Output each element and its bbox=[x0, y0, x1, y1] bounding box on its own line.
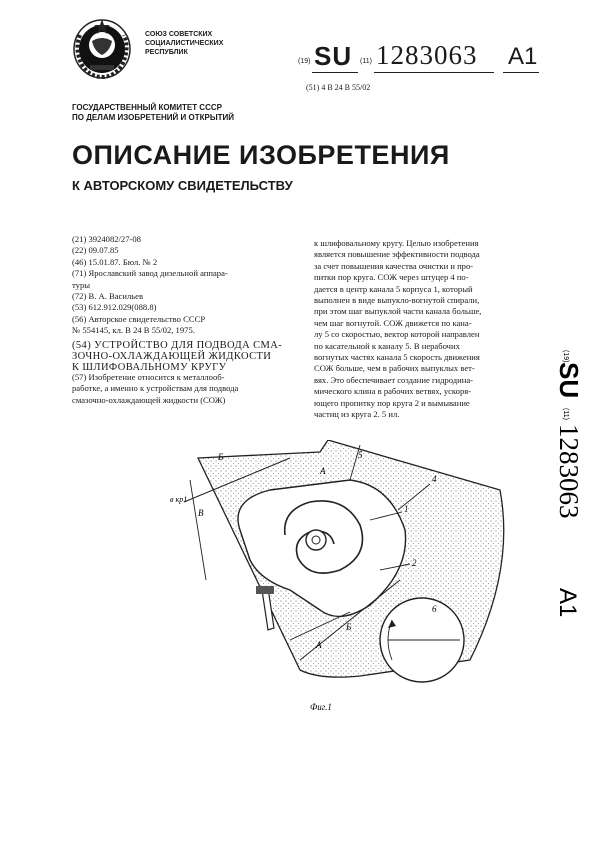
vertical-code-19: (19) bbox=[562, 350, 569, 363]
biblio-line: (21) 3924082/27-08 bbox=[72, 234, 141, 244]
abstract-left-column bbox=[72, 372, 310, 406]
country-code: SU bbox=[314, 41, 353, 71]
label-4: 4 bbox=[432, 474, 437, 484]
invention-title-line: (54) УСТРОЙСТВО ДЛЯ ПОДВОДА СМА- bbox=[72, 340, 283, 351]
ipc-class: (51) 4 В 24 В 55/02 bbox=[306, 83, 371, 92]
invention-title-line: К ШЛИФОВАЛЬНОМУ КРУГУ bbox=[72, 362, 227, 373]
label-6: 6 bbox=[432, 604, 437, 614]
union-line: СОЮЗ СОВЕТСКИХ bbox=[145, 31, 213, 38]
abstract-line: вях. Это обеспечивает создание гидродина- bbox=[314, 374, 474, 385]
biblio-line: (22) 09.07.85 bbox=[72, 245, 119, 256]
abstract-line: работке, а именно к устройствам для подвода bbox=[72, 383, 239, 394]
abstract-line: ющего пропитку пор круга 2 и вымывание bbox=[314, 397, 470, 408]
abstract-line: вогнутых частях канала 5 скорость движения bbox=[314, 352, 480, 363]
code-11: (11) bbox=[360, 58, 372, 65]
committee-name bbox=[72, 103, 234, 123]
invention-title-line: ЗОЧНО-ОХЛАЖДАЮЩЕЙ ЖИДКОСТИ bbox=[72, 351, 272, 362]
invention-title bbox=[72, 340, 304, 373]
label-b-top: Б bbox=[218, 452, 224, 462]
biblio-line: № 554145, кл. В 24 В 55/02, 1975. bbox=[72, 325, 195, 336]
union-line: РЕСПУБЛИК bbox=[145, 49, 188, 56]
abstract-line: (57) Изобретение относится к металлооб- bbox=[72, 372, 225, 382]
biblio-line: (71) Ярославский завод дизельной аппара- bbox=[72, 268, 228, 279]
label-v-kr: в кр1 bbox=[170, 495, 188, 504]
label-2: 2 bbox=[412, 558, 417, 568]
code-19: (19) bbox=[298, 58, 311, 65]
vertical-kind-code: A1 bbox=[554, 588, 581, 618]
biblio-line: (46) 15.01.87. Бюл. № 2 bbox=[72, 256, 158, 267]
abstract-line: СОЖ больше, чем в рабочих выпуклых вет- bbox=[314, 363, 475, 374]
biblio-line: туры bbox=[72, 279, 91, 290]
figure-caption: Фиг.1 bbox=[310, 702, 332, 712]
label-1: 1 bbox=[404, 504, 409, 514]
underline-su bbox=[312, 72, 358, 73]
abstract-line: смазочно-охлаждающей жидкости (СОЖ) bbox=[72, 394, 226, 405]
union-name bbox=[145, 30, 223, 57]
bibliographic-data bbox=[72, 234, 304, 337]
abstract-line: является повышение эффективности подвода bbox=[314, 249, 480, 260]
biblio-line: (56) Авторское свидетельство СССР bbox=[72, 313, 206, 324]
abstract-line: выполнен в виде выпукло-вогнутой спирали, bbox=[314, 295, 480, 306]
patent-number: 1283063 bbox=[376, 40, 478, 70]
label-5: 5 bbox=[358, 450, 363, 460]
ussr-emblem bbox=[70, 15, 134, 81]
document-subtitle: К АВТОРСКОМУ СВИДЕТЕЛЬСТВУ bbox=[72, 178, 293, 193]
underline-kind bbox=[503, 72, 539, 73]
figure-1 bbox=[170, 440, 530, 730]
label-a-bottom: А bbox=[316, 640, 322, 650]
fitting-4 bbox=[306, 530, 326, 550]
committee-line: ГОСУДАРСТВЕННЫЙ КОМИТЕТ СССР bbox=[72, 103, 222, 112]
abstract-line: мического клина в рабочих ветвях, ускоря- bbox=[314, 386, 472, 397]
inlet-flange bbox=[256, 586, 274, 594]
document-title: ОПИСАНИЕ ИЗОБРЕТЕНИЯ bbox=[72, 140, 450, 170]
abstract-right-column bbox=[314, 238, 542, 421]
abstract-line: частиц из круга 2. 5 ил. bbox=[314, 409, 400, 420]
biblio-line: (72) В. А. Васильев bbox=[72, 291, 144, 302]
label-b-bottom: Б bbox=[346, 622, 352, 632]
vertical-patent-id bbox=[536, 348, 596, 678]
abstract-line: при этом шаг выпуклой части канала больше, bbox=[314, 306, 482, 317]
section-line bbox=[190, 480, 206, 580]
abstract-line: дается в центр канала 5 корпуса 1, который bbox=[314, 283, 473, 294]
label-a-top: А bbox=[320, 466, 326, 476]
vertical-country-code: SU bbox=[554, 362, 584, 399]
abstract-line: питки пор круга. СОЖ через штуцер 4 по- bbox=[314, 272, 469, 283]
biblio-line: (53) 612.912.029(088.8) bbox=[72, 302, 157, 313]
abstract-line: за счет повышения качества очистки и про- bbox=[314, 260, 474, 271]
committee-line: ПО ДЕЛАМ ИЗОБРЕТЕНИЙ И ОТКРЫТИЙ bbox=[72, 113, 235, 122]
kind-code: A1 bbox=[508, 43, 538, 70]
abstract-line: лу 5 со скоростью, вектор которой направлен bbox=[314, 329, 480, 340]
underline-number bbox=[374, 72, 494, 73]
vertical-code-11: (11) bbox=[562, 408, 569, 420]
abstract-line: по касательной к каналу 5. В нерабочих bbox=[314, 340, 460, 351]
label-v: В bbox=[198, 508, 204, 518]
abstract-line: к шлифовальному кругу. Целью изобретения bbox=[314, 238, 479, 248]
vertical-patent-number: 1283063 bbox=[554, 424, 584, 519]
patent-id-row bbox=[298, 36, 588, 76]
union-line: СОЦИАЛИСТИЧЕСКИХ bbox=[145, 40, 224, 47]
abstract-line: чем шаг вогнутой. СОЖ движется по кана- bbox=[314, 317, 472, 328]
